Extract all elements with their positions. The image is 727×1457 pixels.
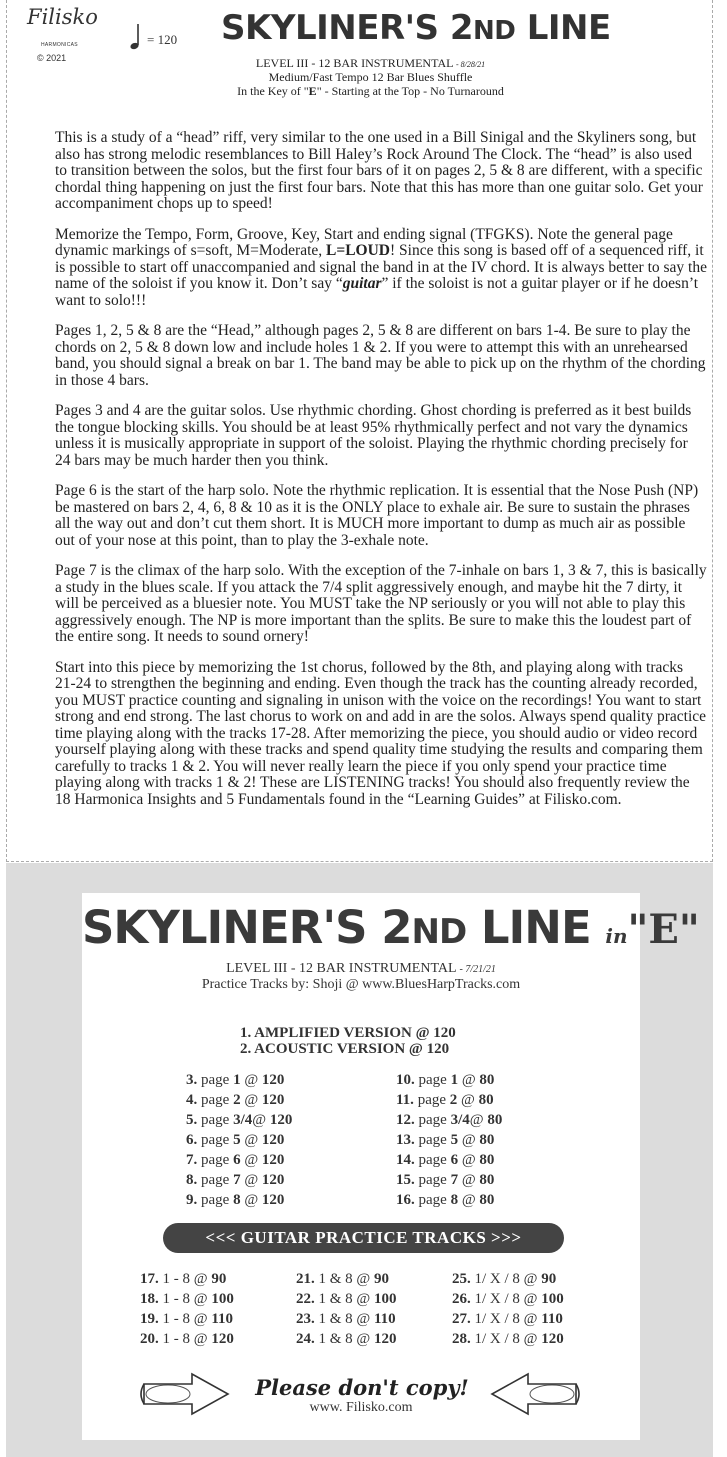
tempo-description: Medium/Fast Tempo 12 Bar Blues Shuffle [268, 70, 473, 84]
website-link: www. Filisko.com [309, 1400, 413, 1415]
main-tracks [240, 1025, 456, 1057]
track-item: 14. page 6 @ 80 [396, 1152, 495, 1168]
track-item: 3. page 1 @ 120 [186, 1072, 285, 1088]
track-list-card [82, 893, 700, 1440]
track-item: 22. 1 & 8 @ 100 [296, 1291, 397, 1307]
card-level-line: LEVEL III - 12 BAR INSTRUMENTAL - 7/21/21 [226, 961, 496, 976]
tracks-80-column [396, 1070, 502, 1210]
track-item: 17. 1 - 8 @ 90 [140, 1271, 227, 1287]
tempo-value: = 120 [147, 32, 178, 47]
track-item: 24. 1 & 8 @ 120 [296, 1331, 397, 1347]
track-item: 28. 1/ X / 8 @ 120 [452, 1331, 564, 1347]
practice-credit: Practice Tracks by: Shoji @ www.BluesHarpTracks.com [201, 977, 521, 992]
paragraph-guitar-solos: Pages 3 and 4 are the guitar solos. Use rhythmic chording. Ghost chording is preferred as it best builds the tongue blocking skills. You should be at least 95% rhythmically perfect and not vary the dynamics unless it is musically appropriate in support of the soloist. Playing the rhythmic chording precisely for 24 bars may be much harder then you think. [55, 402, 692, 469]
key-description: In the Key of "E" - Starting at the Top - No Turnaround [237, 84, 504, 98]
guitar-tracks-banner: <<< GUITAR PRACTICE TRACKS >>> [163, 1223, 564, 1253]
paragraph-climax: Page 7 is the climax of the harp solo. With the exception of the 7-inhale on bars 1, 3 & 7, this is basically a study in the blues scale. If you attack the 7/4 split aggressively enough, and maybe hit the 7 dirty, it will be perceived as a bluesier note. You MUST take the NP seriously or you will not able to play this aggressively enough. The NP is more important than the splits. Be sure to make this the loudest part of the entire song. It needs to sound ornery! [55, 562, 707, 645]
logo-copyright: © 2021 [37, 53, 67, 63]
track-item: 26. 1/ X / 8 @ 100 [452, 1291, 564, 1307]
track-item: 21. 1 & 8 @ 90 [296, 1271, 389, 1287]
track-item: 20. 1 - 8 @ 120 [140, 1331, 234, 1347]
level-line: LEVEL III - 12 BAR INSTRUMENTAL - 8/28/21 [255, 56, 486, 70]
track-item: 7. page 6 @ 120 [186, 1152, 285, 1168]
track-item: 12. page 3/4@ 80 [396, 1112, 503, 1128]
track-item: 1. AMPLIFIED VERSION @ 120 [240, 1025, 456, 1041]
track-item: 19. 1 - 8 @ 110 [140, 1311, 233, 1327]
paragraph-tfgks: Memorize the Tempo, Form, Groove, Key, Start and ending signal (TFGKS). Note the general page dynamic markings of s=soft, M=Moderate, L=LOUD! Since this song is based off of a sequenced riff, it is possible to start off unaccompanied and signal the band in at the IV chord. It is always better to say the name of the soloist if you know it. Don’t say “guitar” if the soloist is not a guitar player or if he doesn’t want to solo!!! [55, 225, 707, 309]
tracks-120-column [186, 1070, 292, 1210]
lesson-page [6, 0, 713, 862]
track-item: 8. page 7 @ 120 [186, 1172, 285, 1188]
guitar-tracks-1-and-8 [296, 1269, 396, 1349]
track-item: 4. page 2 @ 120 [186, 1092, 285, 1108]
paragraph-harp-solo: Page 6 is the start of the harp solo. Note the rhythmic replication. It is essential that the Nose Push (NP) be mastered on bars 2, 4, 6, 8 & 10 as it is the ONLY place to exhale air. Be sure to sustain the phrases all the way out and don’t cut them short. It is MUCH more important to dump as much air as possible out of your nose at this point, than to play the 3-exhale note. [55, 482, 699, 549]
lesson-text [55, 130, 707, 822]
logo-subtitle: HARMONICAS [41, 42, 78, 48]
track-item: 6. page 5 @ 120 [186, 1132, 285, 1148]
paragraph-head-riff: This is a study of a “head” riff, very similar to the one used in a Bill Sinigal and the Skyliners song, but also has strong melodic resemblances to Bill Haley’s Rock Around The Clock. The “head” is also used to transition between the solos, but the first four bars of it on pages 2, 5 & 8 are different, with a specific chordal thing happening on just the first four bars. Note that this has more than one guitar solo. Get your accompaniment chops up to speed! [55, 129, 703, 212]
track-item: 10. page 1 @ 80 [396, 1072, 495, 1088]
track-item: 25. 1/ X / 8 @ 90 [452, 1271, 557, 1287]
paragraph-head-pages: Pages 1, 2, 5 & 8 are the “Head,” although pages 2, 5 & 8 are different on bars 1-4. Be sure to play the chords on 2, 5 & 8 down low and include holes 1 & 2. If you were to attempt this with an unrehearsed band, you should signal a break on bar 1. The band may be able to pick up on the rhythm of the chording in those 4 bars. [55, 322, 706, 389]
guitar-tracks-1-x-8 [452, 1269, 564, 1349]
track-item: 13. page 5 @ 80 [396, 1132, 495, 1148]
card-title: SKYLINER'S 2ND LINE in"E" [82, 901, 700, 954]
track-item: 5. page 3/4@ 120 [186, 1112, 293, 1128]
page-title: SKYLINER'S 2ND LINE [221, 8, 611, 48]
track-item: 16. page 8 @ 80 [396, 1192, 495, 1208]
track-item: 9. page 8 @ 120 [186, 1192, 285, 1208]
copy-notice: Please don't copy! [255, 1375, 469, 1400]
track-item: 2. ACOUSTIC VERSION @ 120 [240, 1041, 450, 1057]
guitar-tracks-1-8 [140, 1269, 234, 1349]
logo-signature: Filisko [27, 5, 98, 29]
revision-date: - 8/28/21 [456, 60, 486, 69]
track-item: 23. 1 & 8 @ 110 [296, 1311, 396, 1327]
paragraph-practice: Start into this piece by memorizing the 1st chorus, followed by the 8th, and playing along with tracks 21-24 to strengthen the beginning and ending. Even though the track has the counting already recorded, you MUST practice counting and signaling in unison with the voice on the recordings! You want to start strong and end strong. The last chorus to work on and add in are the solos. Always spend quality practice time playing along with the tracks 17-28. After memorizing the piece, you should audio or video record yourself playing along with these tracks and spend quality time studying the results and comparing them carefully to tracks 1 & 2. You will never really learn the piece if you only spend your practice time playing along with tracks 1 & 2! These are LISTENING tracks! You should also frequently review the 18 Harmonica Insights and 5 Fundamentals found in the “Learning Guides” at Filisko.com. [55, 658, 707, 808]
quarter-note-icon [127, 22, 149, 52]
track-list-background [6, 863, 713, 1457]
track-item: 18. 1 - 8 @ 100 [140, 1291, 234, 1307]
card-date: - 7/21/21 [459, 964, 496, 975]
track-item: 15. page 7 @ 80 [396, 1172, 495, 1188]
track-item: 11. page 2 @ 80 [396, 1092, 494, 1108]
track-item: 27. 1/ X / 8 @ 110 [452, 1311, 563, 1327]
